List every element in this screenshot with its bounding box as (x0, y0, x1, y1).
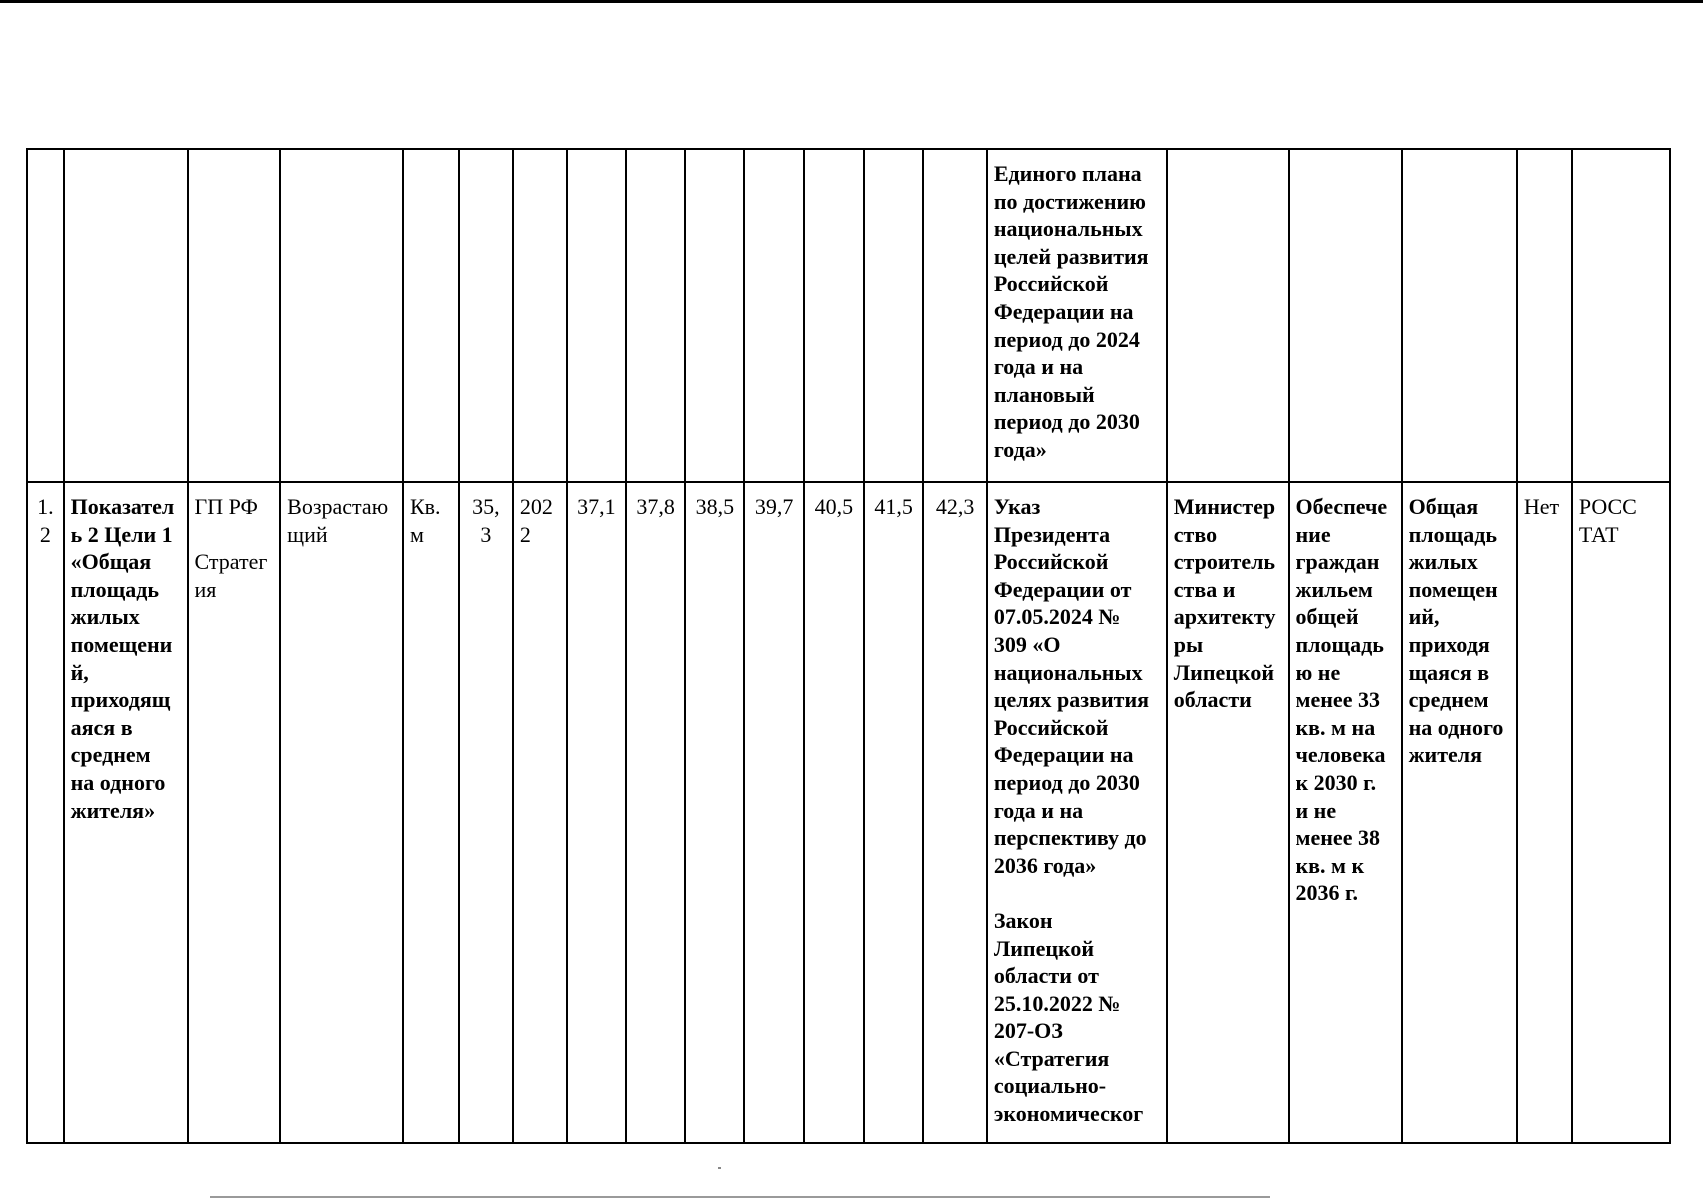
info-system-text: РОСС ТАТ (1578, 494, 1637, 547)
indicator-trend: Возрастаю щий (287, 494, 389, 547)
scan-speck (718, 1167, 721, 1169)
value-year-1: 37,1 (577, 494, 616, 519)
cell-trend (280, 482, 403, 1143)
base-value: 35, 3 (472, 494, 500, 547)
indicator-level: ГП РФ Стратег ия (194, 494, 268, 602)
cell-digital-flag (1517, 149, 1572, 482)
cell-level (188, 149, 281, 482)
cell-responsible (1167, 482, 1289, 1143)
national-indicator-text: Общая площадь жилых помещен ий, приходя щаяся в среднем на одного жителя (1408, 494, 1504, 768)
indicator-name: Показател ь 2 Цели 1 «Общая площадь жилых помещени й, приходящ аяся в среднем на одного жителя» (70, 494, 175, 823)
cell-linkage (1289, 149, 1402, 482)
cell-base-value (459, 482, 513, 1143)
cell-value (923, 149, 987, 482)
indicator-unit: Кв. м (409, 494, 441, 547)
cell-trend (280, 149, 403, 482)
cell-value (744, 149, 803, 482)
digital-flag-text: Нет (1523, 494, 1560, 519)
cell-value (744, 482, 803, 1143)
document-continuation-text: Единого плана по достижению национальных целей развития Российской Федерации на период до 2024 года и на плановый период до 2030 года» (993, 161, 1149, 462)
row-number: 1. 2 (37, 494, 54, 547)
base-year: 202 2 (519, 494, 553, 547)
cell-value (685, 149, 744, 482)
cell-national-indicator (1402, 482, 1517, 1143)
cell-info-system (1572, 482, 1670, 1143)
cell-base-year (513, 482, 567, 1143)
cell-number (27, 149, 64, 482)
cell-national-indicator (1402, 149, 1517, 482)
cell-responsible (1167, 149, 1289, 482)
cell-base-value (459, 149, 513, 482)
indicators-table (26, 148, 1671, 1144)
value-year-4: 39,7 (754, 494, 794, 519)
document-text: Указ Президента Российской Федерации от 07.05.2024 № 309 «О национальных целях развития Российской Федерации на период до 2030 года и на перспективу до 2036 года» Закон Липецкой области от 25.10.2022 № 207-ОЗ «Стратегия социально- экономическог (993, 494, 1150, 1127)
responsible-text: Министер ство строитель ства и архитекту ры Липецкой области (1173, 494, 1276, 713)
cell-document (987, 482, 1167, 1143)
value-year-6: 41,5 (874, 494, 913, 519)
value-year-7: 42,3 (935, 494, 975, 519)
cell-value (626, 149, 685, 482)
cell-value (804, 482, 864, 1143)
cell-value (567, 149, 626, 482)
linkage-text: Обеспече ние граждан жильем общей площадь ю не менее 33 кв. м на человека к 2030 г. и не менее 38 кв. м к 2036 г. (1295, 494, 1388, 906)
cell-name (64, 149, 188, 482)
cell-value (864, 482, 923, 1143)
cell-base-year (513, 149, 567, 482)
value-year-2: 37,8 (636, 494, 675, 519)
cell-digital-flag (1517, 482, 1572, 1143)
cell-value (864, 149, 923, 482)
cell-info-system (1572, 149, 1670, 482)
table-row (27, 482, 1670, 1143)
cell-number (27, 482, 64, 1143)
page-bottom-mark (210, 1196, 1270, 1198)
table-row (27, 149, 1670, 482)
cell-value (626, 482, 685, 1143)
value-year-5: 40,5 (814, 494, 854, 519)
cell-linkage (1289, 482, 1402, 1143)
cell-value (923, 482, 987, 1143)
cell-value (685, 482, 744, 1143)
cell-document (987, 149, 1167, 482)
page-top-edge (0, 0, 1703, 3)
cell-level (188, 482, 281, 1143)
cell-value (567, 482, 626, 1143)
cell-value (804, 149, 864, 482)
value-year-3: 38,5 (695, 494, 735, 519)
cell-name (64, 482, 188, 1143)
cell-unit (403, 149, 459, 482)
cell-unit (403, 482, 459, 1143)
